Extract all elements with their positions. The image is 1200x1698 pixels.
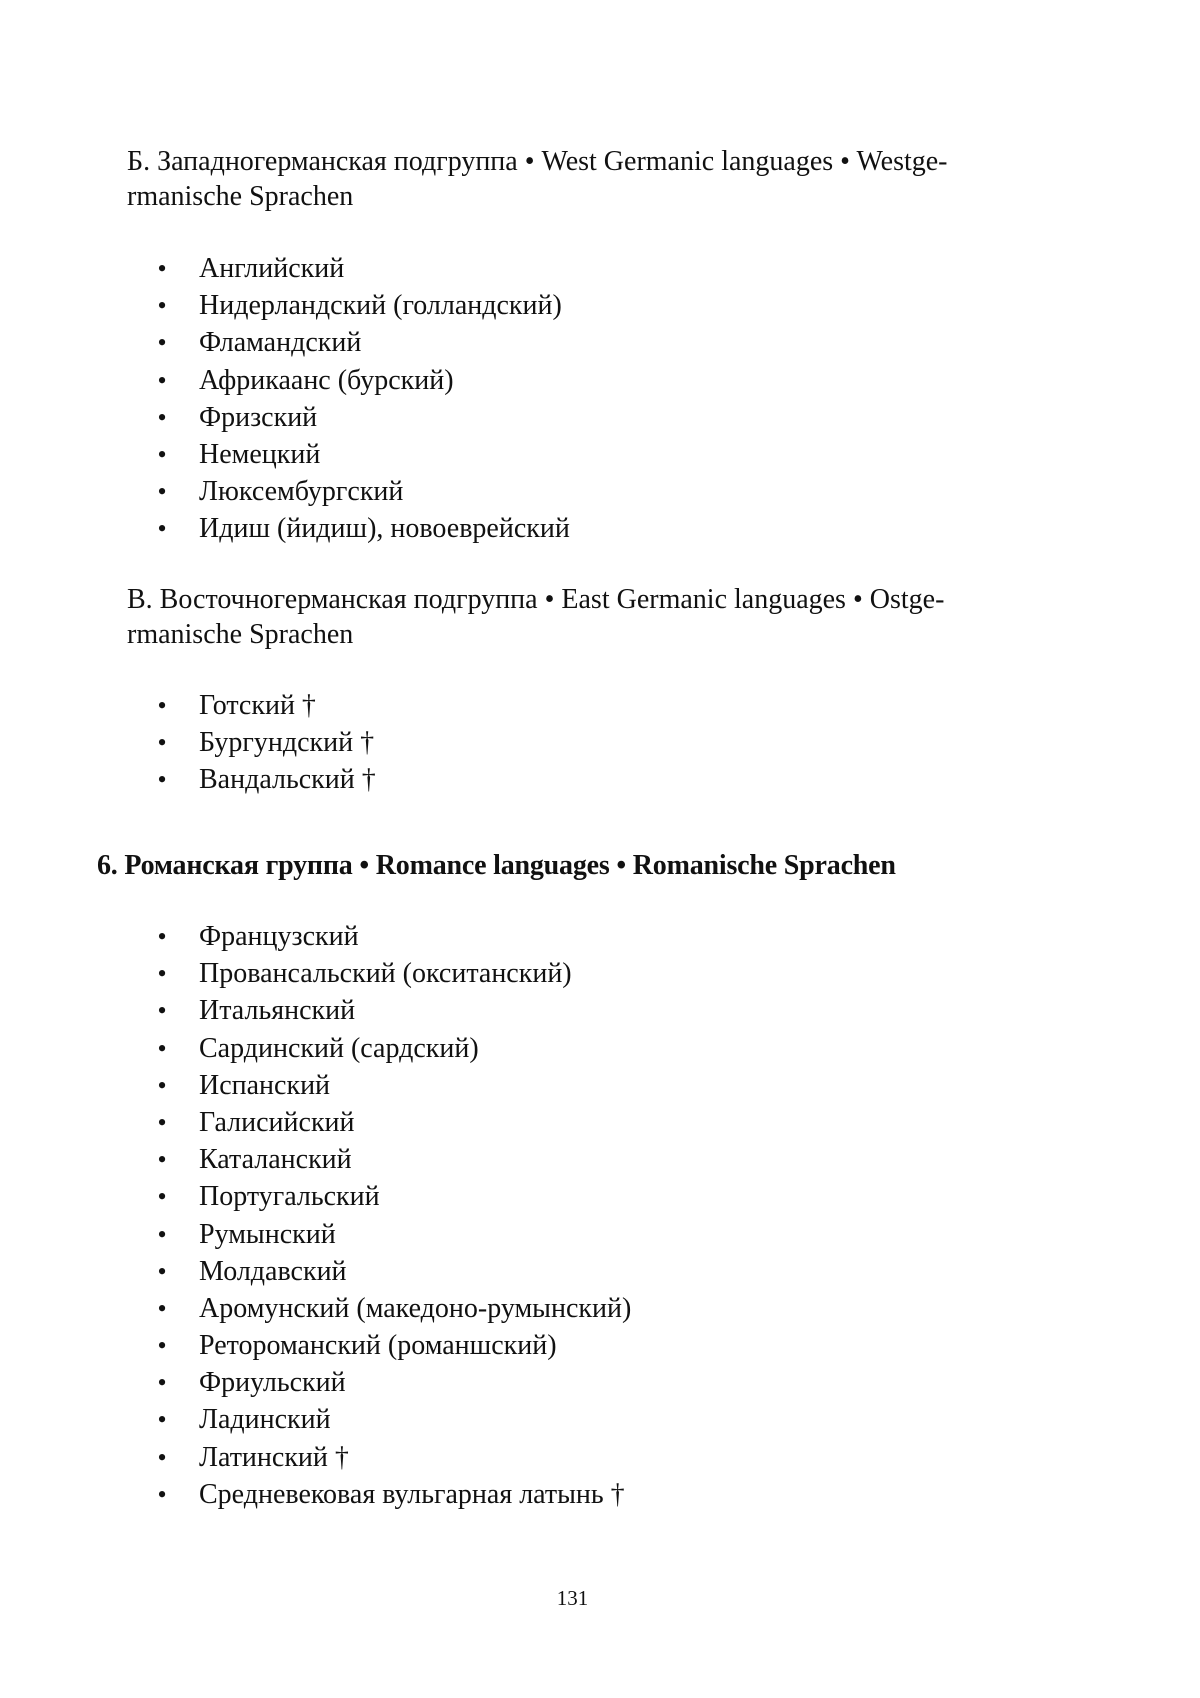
language-name: Английский: [199, 253, 345, 284]
bullet-icon: •: [157, 691, 167, 720]
bullet-icon: •: [157, 1479, 167, 1509]
list-item: [0, 1364, 1200, 1401]
list-item: [0, 992, 1200, 1029]
language-name: Галисийский: [199, 1106, 355, 1138]
language-name: Ладинский: [199, 1404, 331, 1436]
bullet-icon: •: [157, 922, 167, 951]
bullet-icon: •: [157, 1368, 167, 1398]
bullet-icon: •: [157, 996, 167, 1026]
list-item: [0, 1104, 1200, 1141]
language-name: Бургундский †: [199, 727, 375, 759]
bullet-icon: •: [157, 365, 167, 395]
language-name: Итальянский: [199, 995, 356, 1027]
group-heading-romance: 6. Романская группа • Romance languages • Romanische Sprachen: [97, 850, 896, 881]
subgroup-heading-west-germanic: [127, 144, 1047, 214]
bullet-icon: •: [157, 1182, 167, 1212]
list-item: [0, 687, 1200, 724]
bullet-icon: •: [157, 402, 167, 432]
bullet-icon: •: [157, 959, 167, 989]
list-item: [0, 1401, 1200, 1438]
heading-line-2: rmanische Sprachen: [127, 619, 354, 650]
language-name: Идиш (йидиш), новоеврейский: [199, 513, 570, 545]
language-name: Испанский: [199, 1069, 331, 1101]
heading-line-1: Б. Западногерманская подгруппа • West Germanic languages • Westge-: [127, 146, 948, 177]
subgroup-heading-east-germanic: [127, 582, 1047, 652]
bullet-icon: •: [157, 1442, 167, 1472]
language-name: Французский: [199, 921, 359, 952]
bullet-icon: •: [157, 1293, 167, 1323]
language-name: Африкаанс (бурский): [199, 364, 454, 396]
language-name: Фризский: [199, 401, 318, 433]
list-item: [0, 1067, 1200, 1104]
bullet-icon: •: [157, 1405, 167, 1435]
bullet-icon: •: [157, 1033, 167, 1063]
bullet-icon: •: [157, 1256, 167, 1286]
heading-line-1: В. Восточногерманская подгруппа • East Germanic languages • Ostge-: [127, 584, 945, 615]
list-item: [0, 473, 1200, 510]
bullet-icon: •: [157, 254, 167, 283]
list-item: [0, 724, 1200, 761]
language-name: Латинский †: [199, 1441, 349, 1473]
list-item: [0, 287, 1200, 324]
bullet-icon: •: [157, 1107, 167, 1137]
bullet-icon: •: [157, 1145, 167, 1175]
language-name: Сардинский (сардский): [199, 1032, 479, 1064]
language-name: Каталанский: [199, 1144, 352, 1176]
list-item: [0, 761, 1200, 798]
list-item: [0, 1030, 1200, 1067]
list-item: [0, 918, 1200, 955]
language-name: Фламандский: [199, 327, 362, 359]
bullet-icon: •: [157, 439, 167, 469]
language-name: Молдавский: [199, 1255, 347, 1287]
language-name: Немецкий: [199, 438, 321, 470]
page-number: 131: [556, 1586, 589, 1610]
language-name: Ретороманский (романшский): [199, 1330, 557, 1362]
language-name: Средневековая вульгарная латынь †: [199, 1478, 625, 1510]
language-name: Вандальский †: [199, 764, 376, 796]
bullet-icon: •: [157, 1070, 167, 1100]
list-item: [0, 1253, 1200, 1290]
east-germanic-language-list: [0, 687, 1200, 799]
heading-line-2: rmanische Sprachen: [127, 181, 354, 212]
list-item: [0, 1216, 1200, 1253]
language-name: Люксембургский: [199, 476, 404, 508]
language-name: Фриульский: [199, 1367, 346, 1399]
list-item: [0, 1476, 1200, 1513]
bullet-icon: •: [157, 291, 167, 321]
bullet-icon: •: [157, 328, 167, 358]
language-name: Готский †: [199, 690, 316, 721]
language-name: Румынский: [199, 1218, 336, 1250]
bullet-icon: •: [157, 1331, 167, 1361]
language-name: Португальский: [199, 1181, 380, 1213]
language-name: Нидерландский (голландский): [199, 290, 562, 322]
list-item: [0, 436, 1200, 473]
bullet-icon: •: [157, 477, 167, 507]
list-item: [0, 955, 1200, 992]
language-name: Провансальский (окситанский): [199, 958, 572, 990]
bullet-icon: •: [157, 514, 167, 544]
list-item: [0, 324, 1200, 361]
list-item: [0, 362, 1200, 399]
bullet-icon: •: [157, 765, 167, 795]
list-item: [0, 250, 1200, 287]
west-germanic-language-list: [0, 250, 1200, 548]
list-item: [0, 1178, 1200, 1215]
list-item: [0, 399, 1200, 436]
list-item: [0, 1290, 1200, 1327]
list-item: [0, 510, 1200, 547]
list-item: [0, 1439, 1200, 1476]
bullet-icon: •: [157, 1219, 167, 1249]
bullet-icon: •: [157, 728, 167, 758]
list-item: [0, 1141, 1200, 1178]
language-name: Аромунский (македоно-румынский): [199, 1292, 632, 1324]
romance-language-list: [0, 918, 1200, 1513]
list-item: [0, 1327, 1200, 1364]
